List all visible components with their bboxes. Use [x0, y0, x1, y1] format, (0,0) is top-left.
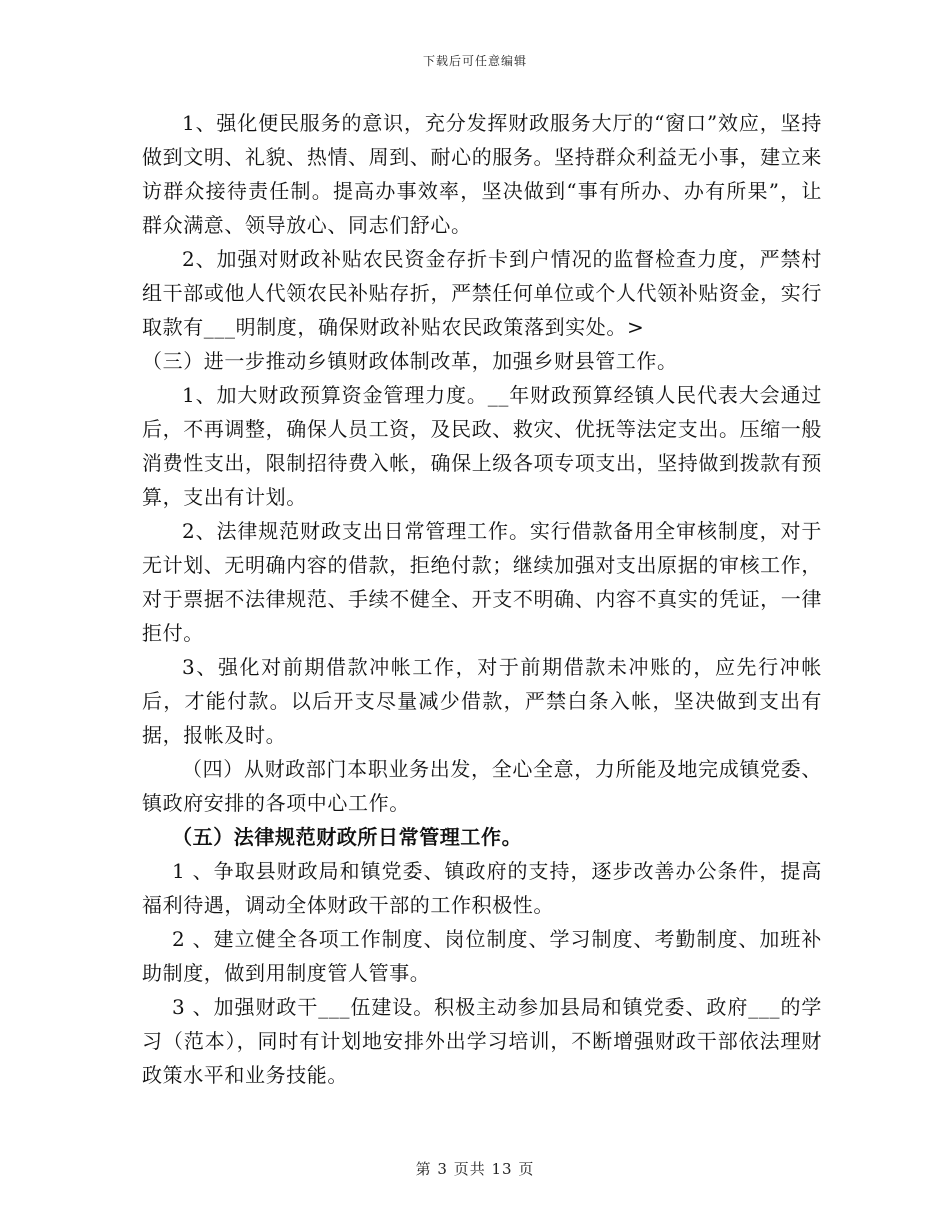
paragraph-5-3: 3 、加强财政干___伍建设。积极主动参加县局和镇党委、政府___的学习（范本），同时有计划地安排外出学习培训，不断增强财政干部依法理财政策水平和业务技能。 — [142, 995, 822, 1087]
page-header: 下载后可任意编辑 — [422, 54, 527, 68]
section-heading-3: （三）进一步推动乡镇财政体制改革，加强乡财县管工作。 — [142, 349, 678, 373]
paragraph-5-1: 1 、争取县财政局和镇党委、镇政府的支持，逐步改善办公条件，提高福利待遇，调动全体财政干部的工作积极性。 — [142, 859, 822, 917]
page-number: 第 3 页共 13 页 — [415, 1160, 535, 1178]
paragraph-5-2: 2 、建立健全各项工作制度、岗位制度、学习制度、考勤制度、加班补助制度，做到用制度管人管事。 — [142, 927, 822, 985]
paragraph-2: 2、加强对财政补贴农民资金存折卡到户情况的监督检查力度，严禁村组干部或他人代领农民补贴存折，严禁任何单位或个人代领补贴资金，实行取款有___明制度，确保财政补贴农民政策落到实处。> — [142, 247, 822, 339]
paragraph-1: 1、强化便民服务的意识，充分发挥财政服务大厅的“窗口”效应，坚持做到文明、礼貌、热情、周到、耐心的服务。坚持群众利益无小事，建立来访群众接待责任制。提高办事效率，坚决做到“事有所办、办有所果”，让群众满意、领导放心、同志们舒心。 — [142, 111, 822, 237]
paragraph-3-3: 3、强化对前期借款冲帐工作，对于前期借款未冲账的，应先行冲帐后，才能付款。以后开支尽量减少借款，严禁白条入帐，坚决做到支出有据，报帐及时。 — [142, 655, 822, 747]
paragraph-3-2: 2、法律规范财政支出日常管理工作。实行借款备用全审核制度，对于无计划、无明确内容的借款，拒绝付款；继续加强对支出原据的审核工作，对于票据不法律规范、手续不健全、开支不明确、内容不真实的凭证，一律拒付。 — [142, 519, 822, 645]
section-heading-5: （五）法律规范财政所日常管理工作。 — [172, 825, 523, 849]
paragraph-3-1: 1、加大财政预算资金管理力度。__年财政预算经镇人民代表大会通过后，不再调整，确保人员工资，及民政、救灾、优抚等法定支出。压缩一般消费性支出，限制招待费入帐，确保上级各项专项支出，坚持做到拨款有预算，支出有计划。 — [142, 383, 822, 509]
section-heading-4: （四）从财政部门本职业务出发，全心全意，力所能及地完成镇党委、镇政府安排的各项中心工作。 — [142, 757, 822, 815]
document-body — [142, 106, 822, 1092]
